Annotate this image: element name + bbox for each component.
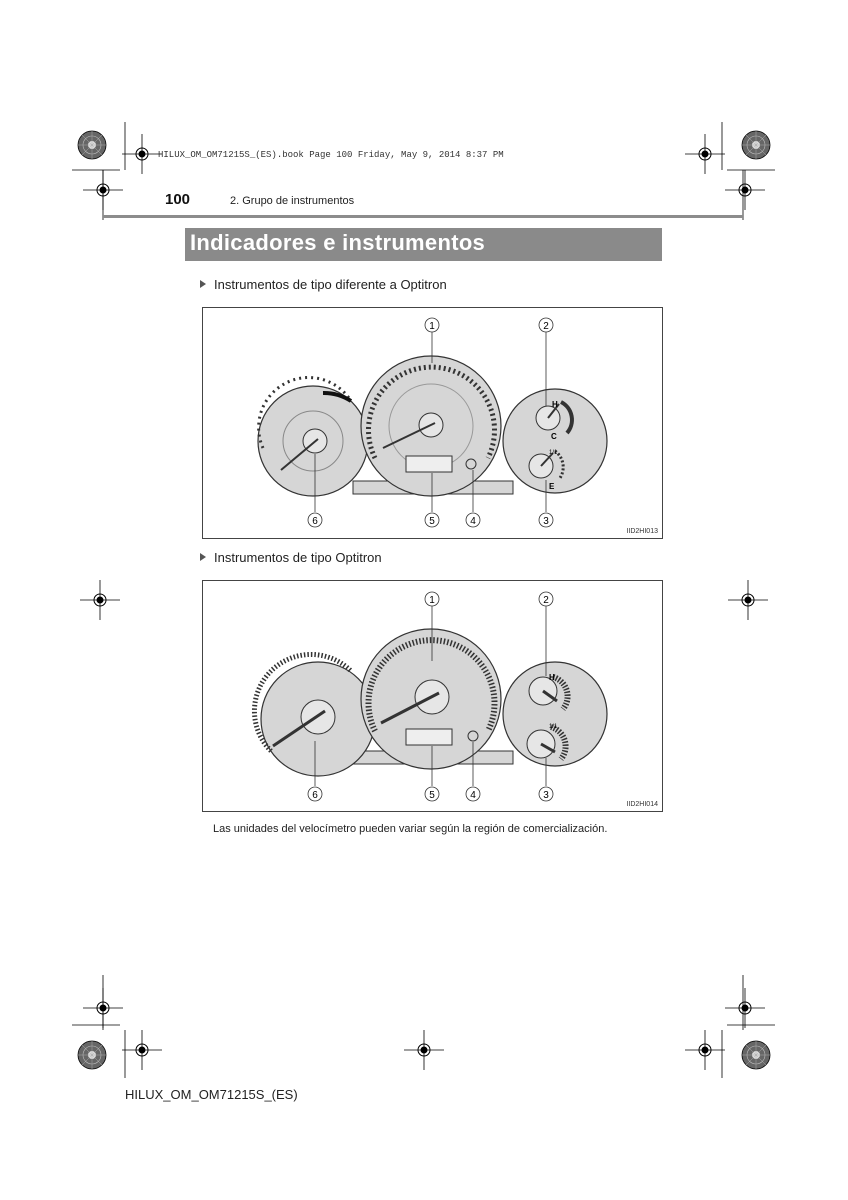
page-number: 100 <box>165 191 191 208</box>
footer-text: HILUX_OM_OM71215S_(ES) <box>125 1087 298 1102</box>
figure-subtitle-1: Instrumentos de tipo diferente a Optitron <box>200 277 447 292</box>
empty-label: E <box>549 482 555 491</box>
tachometer <box>258 378 368 496</box>
callout-5: 5 <box>429 790 435 801</box>
page-title: Indicadores e instrumentos <box>190 230 486 255</box>
cold-label: C <box>551 432 557 441</box>
callout-2: 2 <box>543 321 549 332</box>
callout-1: 1 <box>429 595 435 606</box>
hot-label: H <box>552 400 558 409</box>
speedometer-optitron <box>361 629 501 769</box>
speedometer <box>361 356 501 496</box>
callout-4: 4 <box>470 790 476 801</box>
triangle-bullet-icon <box>200 280 206 288</box>
cluster-illustration-2 <box>203 581 662 811</box>
figure-subtitle-2: Instrumentos de tipo Optitron <box>200 550 382 565</box>
figure-2 <box>202 580 663 812</box>
note-text: Las unidades del velocímetro pueden variar según la región de comercialización. <box>213 823 608 835</box>
temp-fuel-gauges-optitron <box>503 662 607 766</box>
hot-label-optitron: H <box>549 673 555 682</box>
full-label: 1/1 <box>549 450 558 456</box>
triangle-bullet-icon <box>200 553 206 561</box>
section-title: 2. Grupo de instrumentos <box>230 195 355 207</box>
temp-fuel-gauges <box>503 389 607 493</box>
figure-1 <box>202 307 663 539</box>
full-label-optitron: 1/1 <box>549 724 558 730</box>
callout-3: 3 <box>543 516 549 527</box>
callout-6: 6 <box>312 790 318 801</box>
callout-6: 6 <box>312 516 318 527</box>
callout-2: 2 <box>543 595 549 606</box>
figure-code-1: IID2HI013 <box>626 528 658 535</box>
callout-4: 4 <box>470 516 476 527</box>
print-info: HILUX_OM_OM71215S_(ES).book Page 100 Friday, May 9, 2014 8:37 PM <box>158 150 504 160</box>
callout-5: 5 <box>429 516 435 527</box>
callout-1: 1 <box>429 321 435 332</box>
callout-3: 3 <box>543 790 549 801</box>
figure-code-2: IID2HI014 <box>626 801 658 808</box>
cluster-illustration-1 <box>203 308 662 538</box>
header-rule <box>103 215 743 218</box>
